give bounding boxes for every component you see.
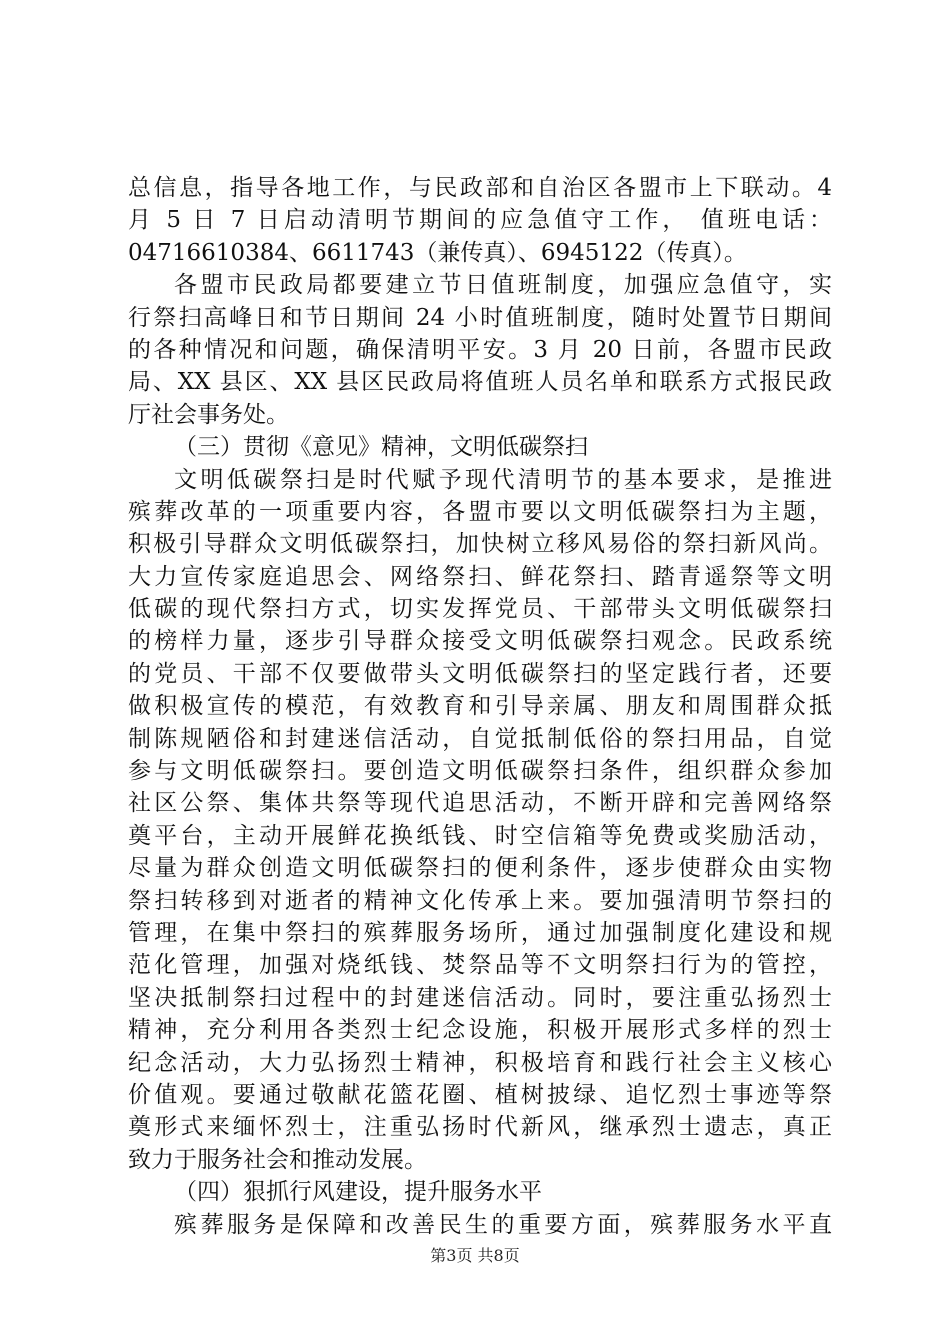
text-line: 纪念活动，大力弘扬烈士精神，积极培育和践行社会主义核心 [128,1049,832,1076]
text-line: 的党员、干部不仅要做带头文明低碳祭扫的坚定践行者，还要 [128,660,832,687]
text-line: 厅社会事务处。 [128,401,289,428]
paragraph-start-line: 殡葬服务是保障和改善民生的重要方面，殡葬服务水平直 [174,1211,832,1238]
text-line: 04716610384、6611743（兼传真）、6945122（传真）。 [128,239,747,266]
text-line: 范化管理，加强对烧纸钱、焚祭品等不文明祭扫行为的管控， [128,952,832,979]
text-line: 的各种情况和问题，确保清明平安。3 月 20 日前，各盟市民政 [128,336,832,363]
page-number-footer: 第3页 共8页 [430,1246,520,1265]
paragraph-start-line: 各盟市民政局都要建立节日值班制度，加强应急值守，实 [174,272,832,299]
text-line: 月 5 日 7 日启动清明节期间的应急值守工作， 值班电话： [128,207,832,234]
text-line: 总信息，指导各地工作，与民政部和自治区各盟市上下联动。4 [128,175,832,201]
text-line: 低碳的现代祭扫方式，切实发挥党员、干部带头文明低碳祭扫 [128,596,832,623]
text-line: 尽量为群众创造文明低碳祭扫的便利条件，逐步使群众由实物 [128,855,832,882]
text-line: 的榜样力量，逐步引导群众接受文明低碳祭扫观念。民政系统 [128,628,832,655]
text-line: 参与文明低碳祭扫。要创造文明低碳祭扫条件，组织群众参加 [128,758,832,785]
text-line: 做积极宣传的模范，有效教育和引导亲属、朋友和周围群众抵 [128,693,832,720]
text-line: 社区公祭、集体共祭等现代追思活动，不断开辟和完善网络祭 [128,790,832,817]
paragraph-start-line: 文明低碳祭扫是时代赋予现代清明节的基本要求，是推进 [174,466,832,493]
text-line: 管理，在集中祭扫的殡葬服务场所，通过加强制度化建设和规 [128,919,832,946]
section-heading-3: （三）贯彻《意见》精神，文明低碳祭扫 [174,434,588,461]
text-line: 奠平台，主动开展鲜花换纸钱、时空信箱等免费或奖励活动， [128,822,832,849]
text-line: 行祭扫高峰日和节日期间 24 小时值班制度，随时处置节日期间 [128,304,832,331]
text-line: 祭扫转移到对逝者的精神文化传承上来。要加强清明节祭扫的 [128,887,832,914]
document-body [128,172,832,1241]
text-line: 制陈规陋俗和封建迷信活动，自觉抵制低俗的祭扫用品，自觉 [128,725,832,752]
text-line: 大力宣传家庭追思会、网络祭扫、鲜花祭扫、踏青遥祭等文明 [128,563,832,590]
text-line: 奠形式来缅怀烈士，注重弘扬时代新风，继承烈士遗志，真正 [128,1114,832,1141]
text-line: 坚决抵制祭扫过程中的封建迷信活动。同时，要注重弘扬烈士 [128,984,832,1011]
text-line: 精神，充分利用各类烈士纪念设施，积极开展形式多样的烈士 [128,1017,832,1044]
text-line: 殡葬改革的一项重要内容，各盟市要以文明低碳祭扫为主题， [128,498,832,525]
section-heading-4: （四）狠抓行风建设，提升服务水平 [174,1179,542,1206]
text-line: 局、XX 县区、XX 县区民政局将值班人员名单和联系方式报民政 [128,369,832,396]
text-line: 价值观。要通过敬献花篮花圈、植树披绿、追忆烈士事迹等祭 [128,1081,832,1108]
text-line: 致力于服务社会和推动发展。 [128,1146,427,1173]
text-line: 积极引导群众文明低碳祭扫，加快树立移风易俗的祭扫新风尚。 [128,531,832,558]
